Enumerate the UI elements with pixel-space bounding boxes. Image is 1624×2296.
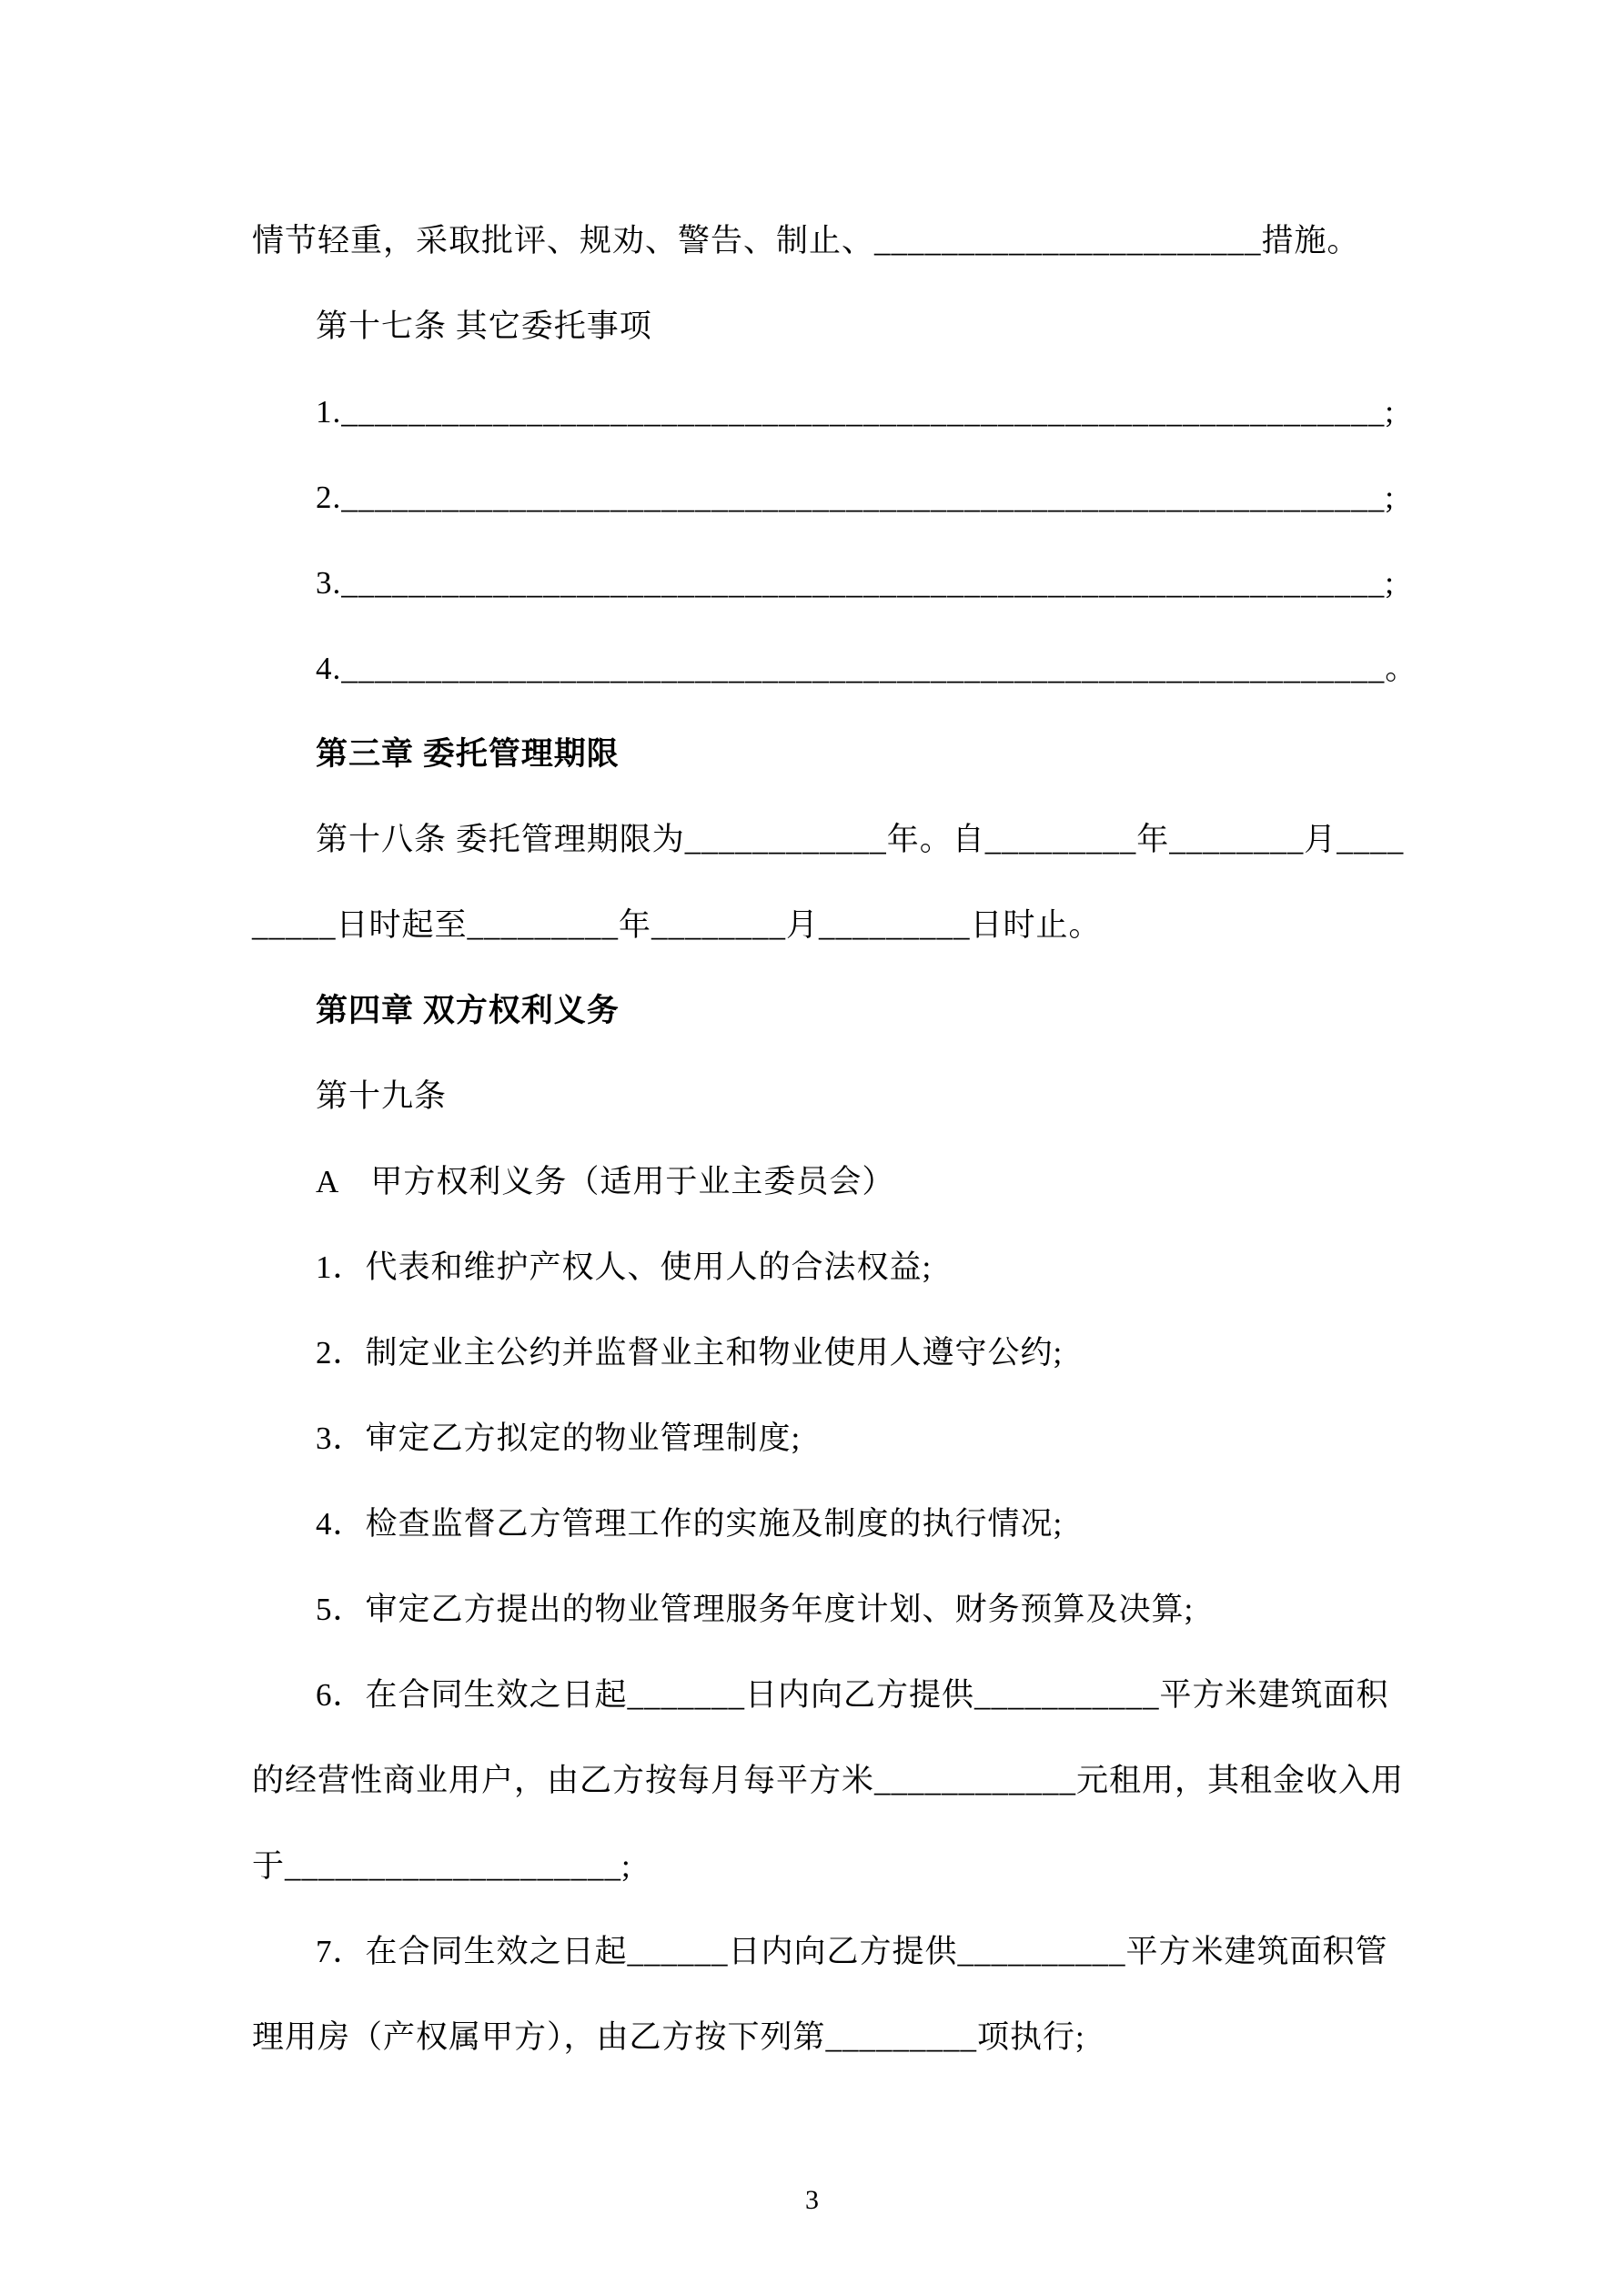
clause-3: 3．审定乙方拟定的物业管理制度;	[316, 1421, 802, 1456]
clause-5: 5．审定乙方提出的物业管理服务年度计划、财务预算及决算;	[316, 1592, 1195, 1627]
document-body	[252, 198, 1418, 2080]
clause-2: 2．制定业主公约并监督业主和物业使用人遵守公约;	[316, 1335, 1064, 1371]
clause-7-line-2: 理用房（产权属甲方），由乙方按下列第_________项执行;	[252, 2019, 1085, 2055]
clause-6-line-1: 6．在合同生效之日起_______日内向乙方提供___________平方米建筑面积	[316, 1677, 1389, 1713]
clause-4: 4．检查监督乙方管理工作的实施及制度的执行情况;	[316, 1506, 1064, 1542]
clause-7-line-1: 7．在合同生效之日起______日内向乙方提供__________平方米建筑面积管	[316, 1934, 1388, 1969]
article-18-line-2: _____日时起至_________年________月_________日时止。	[252, 907, 1102, 943]
article-19-heading: 第十九条	[316, 1078, 448, 1114]
section-a-heading: A 甲方权利义务（适用于业主委员会）	[316, 1164, 895, 1199]
clause-1: 1．代表和维护产权人、使用人的合法权益;	[316, 1249, 933, 1285]
blank-item-1: 1.______________________________________________________________;	[316, 394, 1395, 430]
blank-item-4: 4.______________________________________________________________。	[316, 651, 1418, 686]
clause-6-line-3: 于____________________;	[252, 1848, 631, 1884]
chapter-3-heading: 第三章 委托管理期限	[316, 736, 620, 772]
blank-item-3: 3.______________________________________________________________;	[316, 565, 1395, 601]
page-number: 3	[805, 2185, 819, 2215]
article-18-line-1: 第十八条 委托管理期限为____________年。自_________年________月____	[316, 822, 1405, 857]
article-17-heading: 第十七条 其它委托事项	[316, 308, 652, 344]
blank-item-2: 2.______________________________________________________________;	[316, 480, 1395, 515]
clause-6-line-2: 的经营性商业用户，由乙方按每月每平方米____________元租用，其租金收入用	[252, 1763, 1405, 1798]
chapter-4-heading: 第四章 双方权利义务	[316, 993, 620, 1028]
paragraph-line: 情节轻重，采取批评、规劝、警告、制止、_______________________措施。	[252, 223, 1360, 258]
